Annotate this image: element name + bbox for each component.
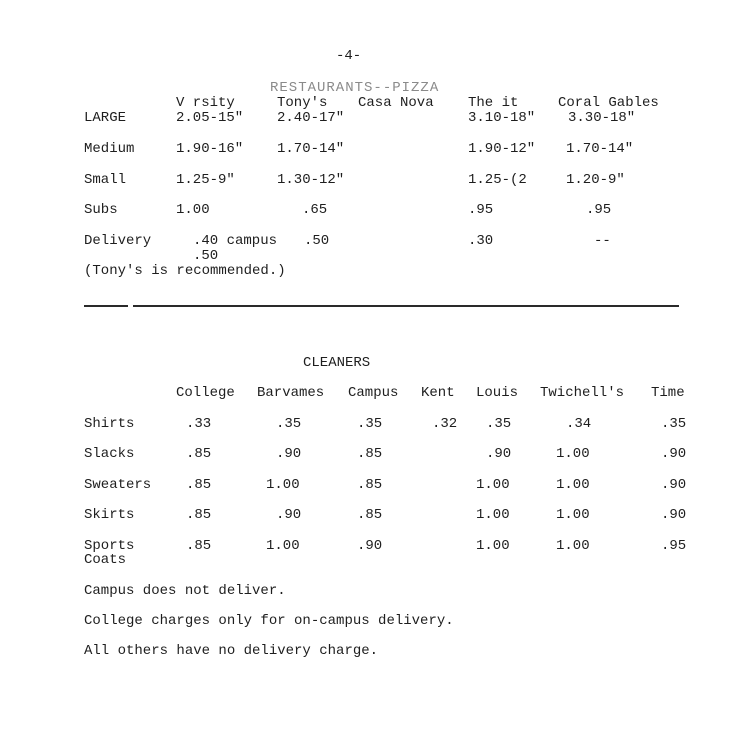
pizza-cell: 1.90-12" bbox=[468, 141, 536, 157]
pizza-cell: 1.30-12" bbox=[277, 172, 345, 188]
pizza-cell: .30 bbox=[468, 233, 494, 249]
pizza-col-header: Casa Nova bbox=[358, 95, 434, 111]
cleaners-cell: 1.00 bbox=[266, 477, 300, 493]
cleaners-cell: .85 bbox=[186, 507, 212, 523]
cleaners-cell: .90 bbox=[276, 446, 302, 462]
pizza-cell: -- bbox=[594, 233, 611, 249]
pizza-cell: 3.30-18" bbox=[568, 110, 636, 126]
cleaners-row-label: Sports bbox=[84, 538, 135, 554]
cleaners-cell: 1.00 bbox=[556, 477, 590, 493]
pizza-cell: 1.00 bbox=[176, 202, 210, 218]
cleaners-cell: 1.00 bbox=[266, 538, 300, 554]
pizza-cell: 2.05-15" bbox=[176, 110, 244, 126]
cleaners-cell: .85 bbox=[357, 446, 383, 462]
pizza-cell: 1.20-9" bbox=[566, 172, 625, 188]
pizza-row-label: Delivery bbox=[84, 233, 152, 249]
cleaners-cell: .85 bbox=[186, 446, 212, 462]
cleaners-col-header: Barvames bbox=[257, 385, 325, 401]
cleaners-cell: .90 bbox=[276, 507, 302, 523]
cleaners-col-header: Twichell's bbox=[540, 385, 625, 401]
cleaners-cell: .35 bbox=[486, 416, 512, 432]
cleaners-row-label: Slacks bbox=[84, 446, 135, 462]
section-divider bbox=[133, 305, 679, 307]
cleaners-col-header: Kent bbox=[421, 385, 455, 401]
cleaners-cell: .90 bbox=[661, 477, 687, 493]
cleaners-col-header: Louis bbox=[476, 385, 519, 401]
cleaners-cell: .90 bbox=[486, 446, 512, 462]
pizza-cell: .40 campus bbox=[193, 233, 278, 249]
pizza-cell: .95 bbox=[586, 202, 612, 218]
cleaners-row-label: Shirts bbox=[84, 416, 135, 432]
cleaners-col-header: Time bbox=[651, 385, 685, 401]
section-divider bbox=[84, 305, 128, 307]
cleaners-cell: .85 bbox=[186, 538, 212, 554]
cleaners-cell: .85 bbox=[357, 477, 383, 493]
pizza-cell: 1.70-14" bbox=[277, 141, 345, 157]
cleaners-col-header: Campus bbox=[348, 385, 399, 401]
cleaners-cell: .32 bbox=[432, 416, 458, 432]
pizza-col-header: Coral Gables bbox=[558, 95, 659, 111]
cleaners-row-label: Skirts bbox=[84, 507, 135, 523]
cleaners-cell: .35 bbox=[276, 416, 302, 432]
cleaners-cell: .85 bbox=[357, 507, 383, 523]
cleaners-cell: .85 bbox=[186, 477, 212, 493]
cleaners-cell: .33 bbox=[186, 416, 212, 432]
cleaners-cell: .90 bbox=[661, 507, 687, 523]
pizza-col-header: V rsity bbox=[176, 95, 235, 111]
pizza-row-label: Subs bbox=[84, 202, 118, 218]
cleaners-row-label: Sweaters bbox=[84, 477, 152, 493]
pizza-row-label: LARGE bbox=[84, 110, 127, 126]
pizza-note: (Tony's is recommended.) bbox=[84, 263, 286, 279]
cleaners-cell: .90 bbox=[357, 538, 383, 554]
pizza-cell: 1.25-(2 bbox=[468, 172, 527, 188]
pizza-heading: RESTAURANTS--PIZZA bbox=[270, 80, 440, 96]
pizza-row-label: Medium bbox=[84, 141, 135, 157]
pizza-cell: .95 bbox=[468, 202, 494, 218]
pizza-cell: 1.25-9" bbox=[176, 172, 235, 188]
cleaners-note: All others have no delivery charge. bbox=[84, 643, 379, 659]
cleaners-cell: .95 bbox=[661, 538, 687, 554]
pizza-cell: 2.40-17" bbox=[277, 110, 345, 126]
pizza-cell: 1.90-16" bbox=[176, 141, 244, 157]
pizza-cell: .50 bbox=[304, 233, 330, 249]
cleaners-cell: 1.00 bbox=[476, 538, 510, 554]
cleaners-note: Campus does not deliver. bbox=[84, 583, 286, 599]
pizza-cell: 1.70-14" bbox=[566, 141, 634, 157]
cleaners-cell: 1.00 bbox=[556, 538, 590, 554]
pizza-col-header: The it bbox=[468, 95, 519, 111]
cleaners-col-header: College bbox=[176, 385, 235, 401]
cleaners-heading: CLEANERS bbox=[303, 355, 371, 371]
cleaners-note: College charges only for on-campus delivery. bbox=[84, 613, 454, 629]
pizza-delivery-extra: .50 bbox=[193, 248, 219, 264]
page-number: -4- bbox=[336, 48, 362, 64]
cleaners-cell: 1.00 bbox=[556, 446, 590, 462]
cleaners-cell: 1.00 bbox=[556, 507, 590, 523]
cleaners-cell: .34 bbox=[566, 416, 592, 432]
cleaners-cell: .35 bbox=[357, 416, 383, 432]
pizza-cell: .65 bbox=[302, 202, 328, 218]
cleaners-cell: .90 bbox=[661, 446, 687, 462]
cleaners-cell: 1.00 bbox=[476, 507, 510, 523]
cleaners-cell: .35 bbox=[661, 416, 687, 432]
cleaners-row-label: Coats bbox=[84, 552, 127, 568]
cleaners-cell: 1.00 bbox=[476, 477, 510, 493]
pizza-row-label: Small bbox=[84, 172, 127, 188]
pizza-col-header: Tony's bbox=[277, 95, 328, 111]
pizza-cell: 3.10-18" bbox=[468, 110, 536, 126]
